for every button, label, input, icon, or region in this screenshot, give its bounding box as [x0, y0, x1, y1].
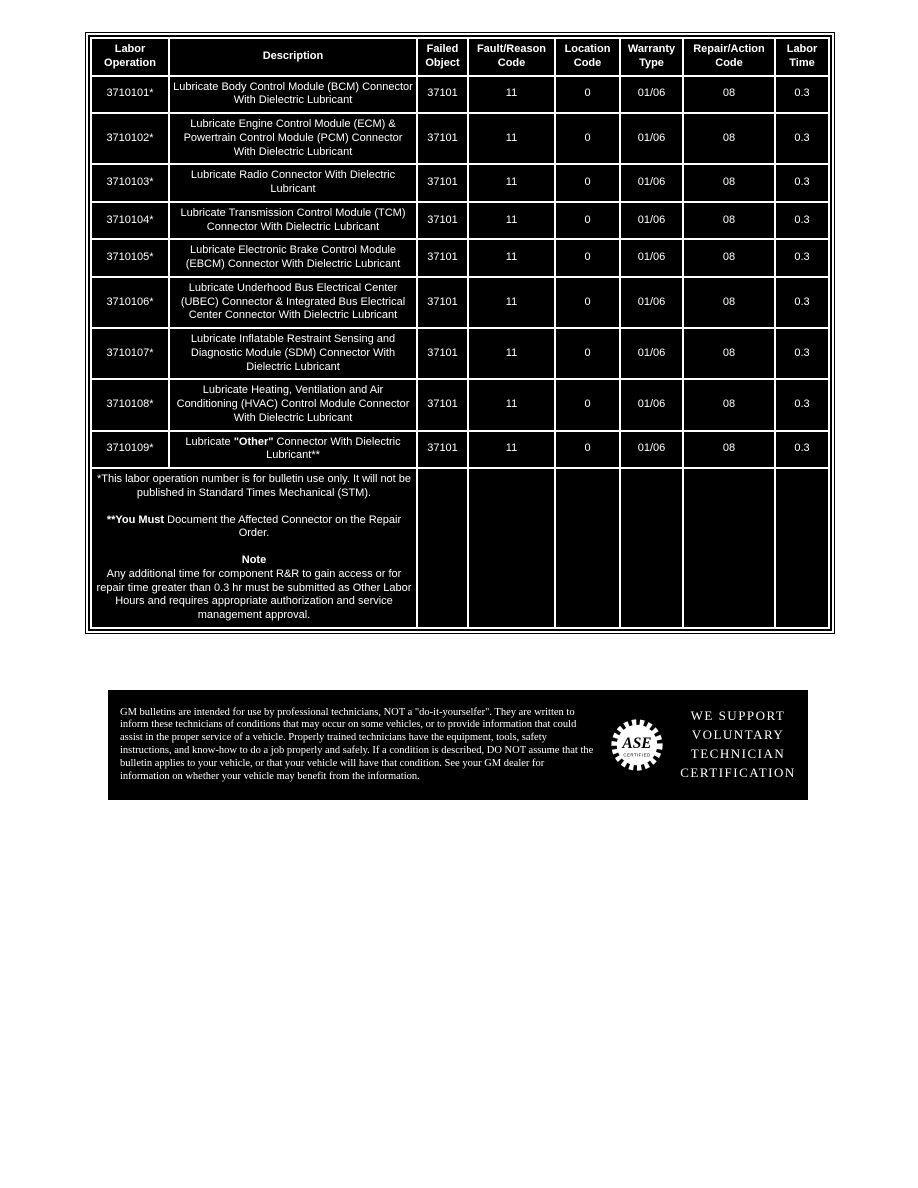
labor-operation-table	[90, 37, 830, 629]
location-cell: 0	[556, 240, 619, 276]
description-cell: Lubricate Transmission Control Module (TCM) Connector With Dielectric Lubricant	[170, 203, 416, 239]
spacer	[95, 541, 413, 554]
failed-object-cell: 37101	[418, 329, 467, 378]
labor-op-cell: 3710106*	[92, 278, 168, 327]
table-row	[92, 114, 828, 163]
description-text: Lubricate	[185, 435, 234, 448]
fault-reason-cell: 11	[469, 432, 554, 468]
column-header-description: Description	[170, 39, 416, 75]
empty-cell	[776, 469, 828, 627]
footnote-note-heading: Note	[241, 554, 267, 566]
labor-time-cell: 0.3	[776, 432, 828, 468]
location-cell: 0	[556, 432, 619, 468]
support-line: WE SUPPORT	[690, 708, 786, 724]
failed-object-cell: 37101	[418, 165, 467, 201]
fault-reason-cell: 11	[469, 203, 554, 239]
footnote-note-body: Any additional time for component R&R to gain access or for repair time greater than 0.3 hr must be submitted as Other Labor Hours and requires appropriate authorization and service management approval.	[96, 567, 412, 621]
column-header-labor-operation: Labor Operation	[92, 39, 168, 75]
table-header-row	[92, 39, 828, 75]
warranty-cell: 01/06	[621, 278, 682, 327]
ase-logo-text: ASE	[622, 734, 652, 752]
warranty-cell: 01/06	[621, 432, 682, 468]
labor-time-cell: 0.3	[776, 77, 828, 113]
labor-time-cell: 0.3	[776, 114, 828, 163]
description-cell: Lubricate Body Control Module (BCM) Connector With Dielectric Lubricant	[170, 77, 416, 113]
description-cell: Lubricate Inflatable Restraint Sensing and Diagnostic Module (SDM) Connector With Dielectric Lubricant	[170, 329, 416, 378]
location-cell: 0	[556, 329, 619, 378]
description-text: Connector With Dielectric Lubricant**	[266, 435, 401, 462]
fault-reason-cell: 11	[469, 114, 554, 163]
table-row	[92, 165, 828, 201]
location-cell: 0	[556, 380, 619, 429]
support-line: CERTIFICATION	[680, 764, 796, 780]
footnote-document-connector-note	[95, 514, 413, 542]
table-row	[92, 329, 828, 378]
labor-time-cell: 0.3	[776, 203, 828, 239]
labor-operation-table-wrapper	[88, 35, 832, 631]
support-line: VOLUNTARY	[691, 727, 785, 743]
failed-object-cell: 37101	[418, 203, 467, 239]
description-cell: Lubricate Engine Control Module (ECM) & Powertrain Control Module (PCM) Connector With Dielectric Lubricant	[170, 114, 416, 163]
labor-time-cell: 0.3	[776, 165, 828, 201]
fault-reason-cell: 11	[469, 240, 554, 276]
description-bold-text: "Other"	[233, 435, 274, 448]
repair-action-cell: 08	[684, 380, 774, 429]
labor-op-cell: 3710103*	[92, 165, 168, 201]
warranty-cell: 01/06	[621, 380, 682, 429]
location-cell: 0	[556, 77, 619, 113]
description-cell	[170, 432, 416, 468]
empty-cell	[621, 469, 682, 627]
failed-object-cell: 37101	[418, 114, 467, 163]
table-row	[92, 278, 828, 327]
description-cell: Lubricate Heating, Ventilation and Air Conditioning (HVAC) Control Module Connector With Dielectric Lubricant	[170, 380, 416, 429]
repair-action-cell: 08	[684, 278, 774, 327]
description-cell: Lubricate Radio Connector With Dielectric Lubricant	[170, 165, 416, 201]
repair-action-cell: 08	[684, 432, 774, 468]
column-header-labor-time: Labor Time	[776, 39, 828, 75]
footnote-cell	[92, 469, 416, 627]
footnote-text: Document the Affected Connector on the Repair Order.	[164, 513, 402, 540]
repair-action-cell: 08	[684, 114, 774, 163]
labor-op-cell: 3710109*	[92, 432, 168, 468]
location-cell: 0	[556, 278, 619, 327]
empty-cell	[556, 469, 619, 627]
column-header-warranty-type: Warranty Type	[621, 39, 682, 75]
labor-time-cell: 0.3	[776, 278, 828, 327]
we-support-text	[680, 707, 796, 782]
gm-disclaimer-text: GM bulletins are intended for use by professional technicians, NOT a "do-it-yourselfer". They are written to inform these technicians of conditions that may occur on some vehicles, or to provide information that could assist in the proper service of a vehicle. Properly trained technicians have the equipment, tools, safety instructions, and know-how to do a job properly and safely. If a condition is described, DO NOT assume that the bulletin applies to your vehicle, or that your vehicle will have that condition. See your GM dealer for information on whether your vehicle may benefit from the information.	[120, 706, 594, 782]
labor-op-cell: 3710101*	[92, 77, 168, 113]
fault-reason-cell: 11	[469, 278, 554, 327]
table-row	[92, 77, 828, 113]
footnote-bold-text: **You Must	[106, 513, 165, 526]
ase-gear-icon	[608, 716, 666, 774]
empty-cell	[684, 469, 774, 627]
failed-object-cell: 37101	[418, 278, 467, 327]
labor-op-cell: 3710104*	[92, 203, 168, 239]
labor-op-cell: 3710107*	[92, 329, 168, 378]
repair-action-cell: 08	[684, 203, 774, 239]
description-cell: Lubricate Underhood Bus Electrical Center (UBEC) Connector & Integrated Bus Electrical Center Connector With Dielectric Lubricant	[170, 278, 416, 327]
footnote-row	[92, 469, 828, 627]
table-row	[92, 240, 828, 276]
location-cell: 0	[556, 114, 619, 163]
labor-time-cell: 0.3	[776, 240, 828, 276]
warranty-cell: 01/06	[621, 77, 682, 113]
warranty-cell: 01/06	[621, 114, 682, 163]
failed-object-cell: 37101	[418, 240, 467, 276]
labor-op-cell: 3710102*	[92, 114, 168, 163]
location-cell: 0	[556, 165, 619, 201]
table-row	[92, 432, 828, 468]
warranty-cell: 01/06	[621, 329, 682, 378]
labor-op-cell: 3710108*	[92, 380, 168, 429]
labor-time-cell: 0.3	[776, 380, 828, 429]
failed-object-cell: 37101	[418, 432, 467, 468]
table-row	[92, 380, 828, 429]
column-header-fault-reason-code: Fault/Reason Code	[469, 39, 554, 75]
location-cell: 0	[556, 203, 619, 239]
disclaimer-banner	[108, 690, 808, 800]
support-line: TECHNICIAN	[690, 746, 786, 761]
repair-action-cell: 08	[684, 240, 774, 276]
empty-cell	[418, 469, 467, 627]
labor-time-cell: 0.3	[776, 329, 828, 378]
column-header-repair-action-code: Repair/Action Code	[684, 39, 774, 75]
fault-reason-cell: 11	[469, 77, 554, 113]
table-row	[92, 203, 828, 239]
warranty-cell: 01/06	[621, 240, 682, 276]
column-header-failed-object: Failed Object	[418, 39, 467, 75]
failed-object-cell: 37101	[418, 380, 467, 429]
ase-certified-text: CERTIFIED	[623, 752, 651, 758]
repair-action-cell: 08	[684, 165, 774, 201]
repair-action-cell: 08	[684, 77, 774, 113]
failed-object-cell: 37101	[418, 77, 467, 113]
labor-op-cell: 3710105*	[92, 240, 168, 276]
warranty-cell: 01/06	[621, 203, 682, 239]
fault-reason-cell: 11	[469, 380, 554, 429]
footnote-bulletin-use-note: *This labor operation number is for bulletin use only. It will not be published in Standard Times Mechanical (STM).	[96, 473, 412, 499]
warranty-cell: 01/06	[621, 165, 682, 201]
repair-action-cell: 08	[684, 329, 774, 378]
fault-reason-cell: 11	[469, 329, 554, 378]
empty-cell	[469, 469, 554, 627]
description-cell: Lubricate Electronic Brake Control Module (EBCM) Connector With Dielectric Lubricant	[170, 240, 416, 276]
fault-reason-cell: 11	[469, 165, 554, 201]
column-header-location-code: Location Code	[556, 39, 619, 75]
spacer	[95, 501, 413, 514]
